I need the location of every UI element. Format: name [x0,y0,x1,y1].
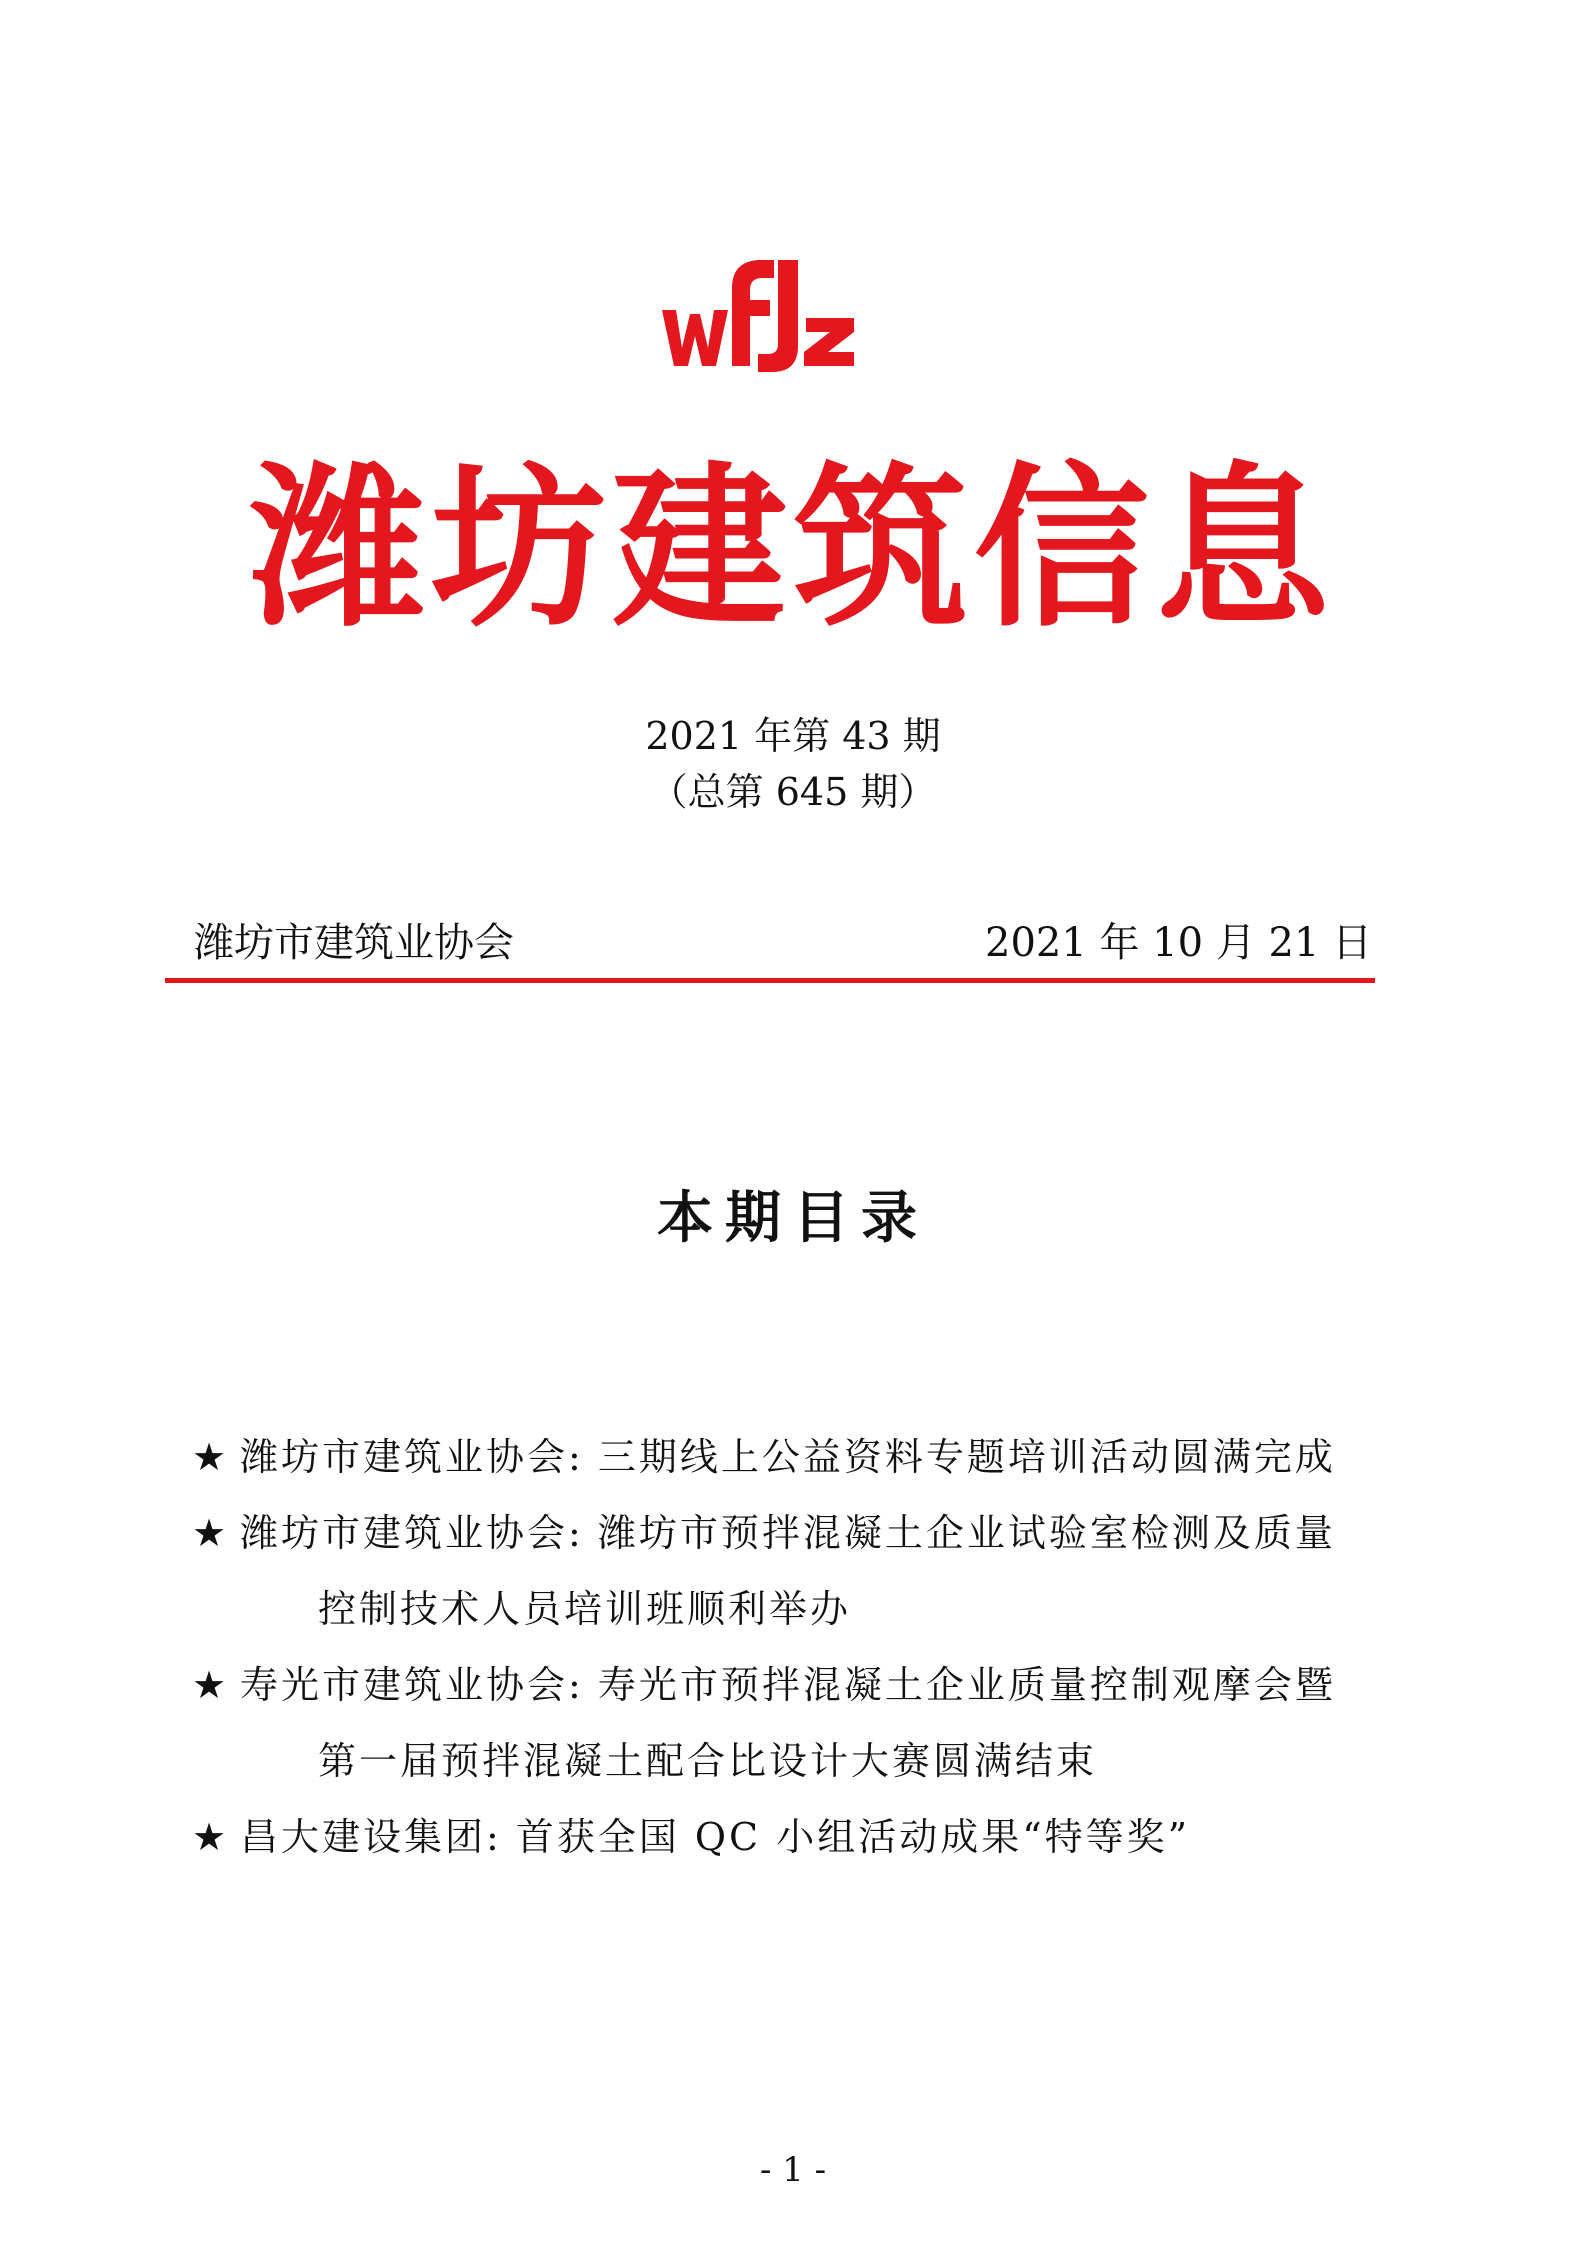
toc-item-title: 潍坊市预拌混凝土企业试验室检测及质量 [597,1511,1336,1555]
star-icon: ★ [192,1511,230,1555]
toc-item-source: 潍坊市建筑业协会: [240,1435,584,1479]
issue-total-number: （总第 645 期） [649,770,937,814]
toc-item [192,1812,1190,1862]
toc-item [192,1432,1336,1482]
toc-item [192,1508,1336,1558]
toc-item-title: 寿光市预拌混凝土企业质量控制观摩会暨 [597,1663,1336,1707]
masthead-title: 潍坊建筑信息 [250,448,1336,651]
star-icon: ★ [192,1663,230,1707]
toc-heading: 本期目录 [657,1185,929,1251]
toc-item-title: 三期线上公益资料专题培训活动圆满完成 [597,1435,1336,1479]
toc-item-source: 昌大建设集团: [240,1815,502,1859]
red-divider-rule [165,978,1375,983]
toc-item-title: 首获全国 QC 小组活动成果“特等奖” [515,1815,1191,1859]
star-icon: ★ [192,1435,230,1479]
issue-number: 2021 年第 43 期 [645,714,941,758]
toc-item-source: 寿光市建筑业协会: [240,1663,584,1707]
toc-item-source: 潍坊市建筑业协会: [240,1511,584,1555]
wfjz-logo [658,248,858,378]
publisher-name: 潍坊市建筑业协会 [194,920,514,966]
toc-item-continuation: 控制技术人员培训班顺利举办 [318,1587,852,1631]
toc-item-continuation: 第一届预拌混凝土配合比设计大赛圆满结束 [318,1739,1098,1783]
toc-item [192,1660,1336,1710]
star-icon: ★ [192,1815,230,1859]
page-number: - 1 - [759,2150,827,2190]
publication-date: 2021 年 10 月 21 日 [985,920,1373,966]
